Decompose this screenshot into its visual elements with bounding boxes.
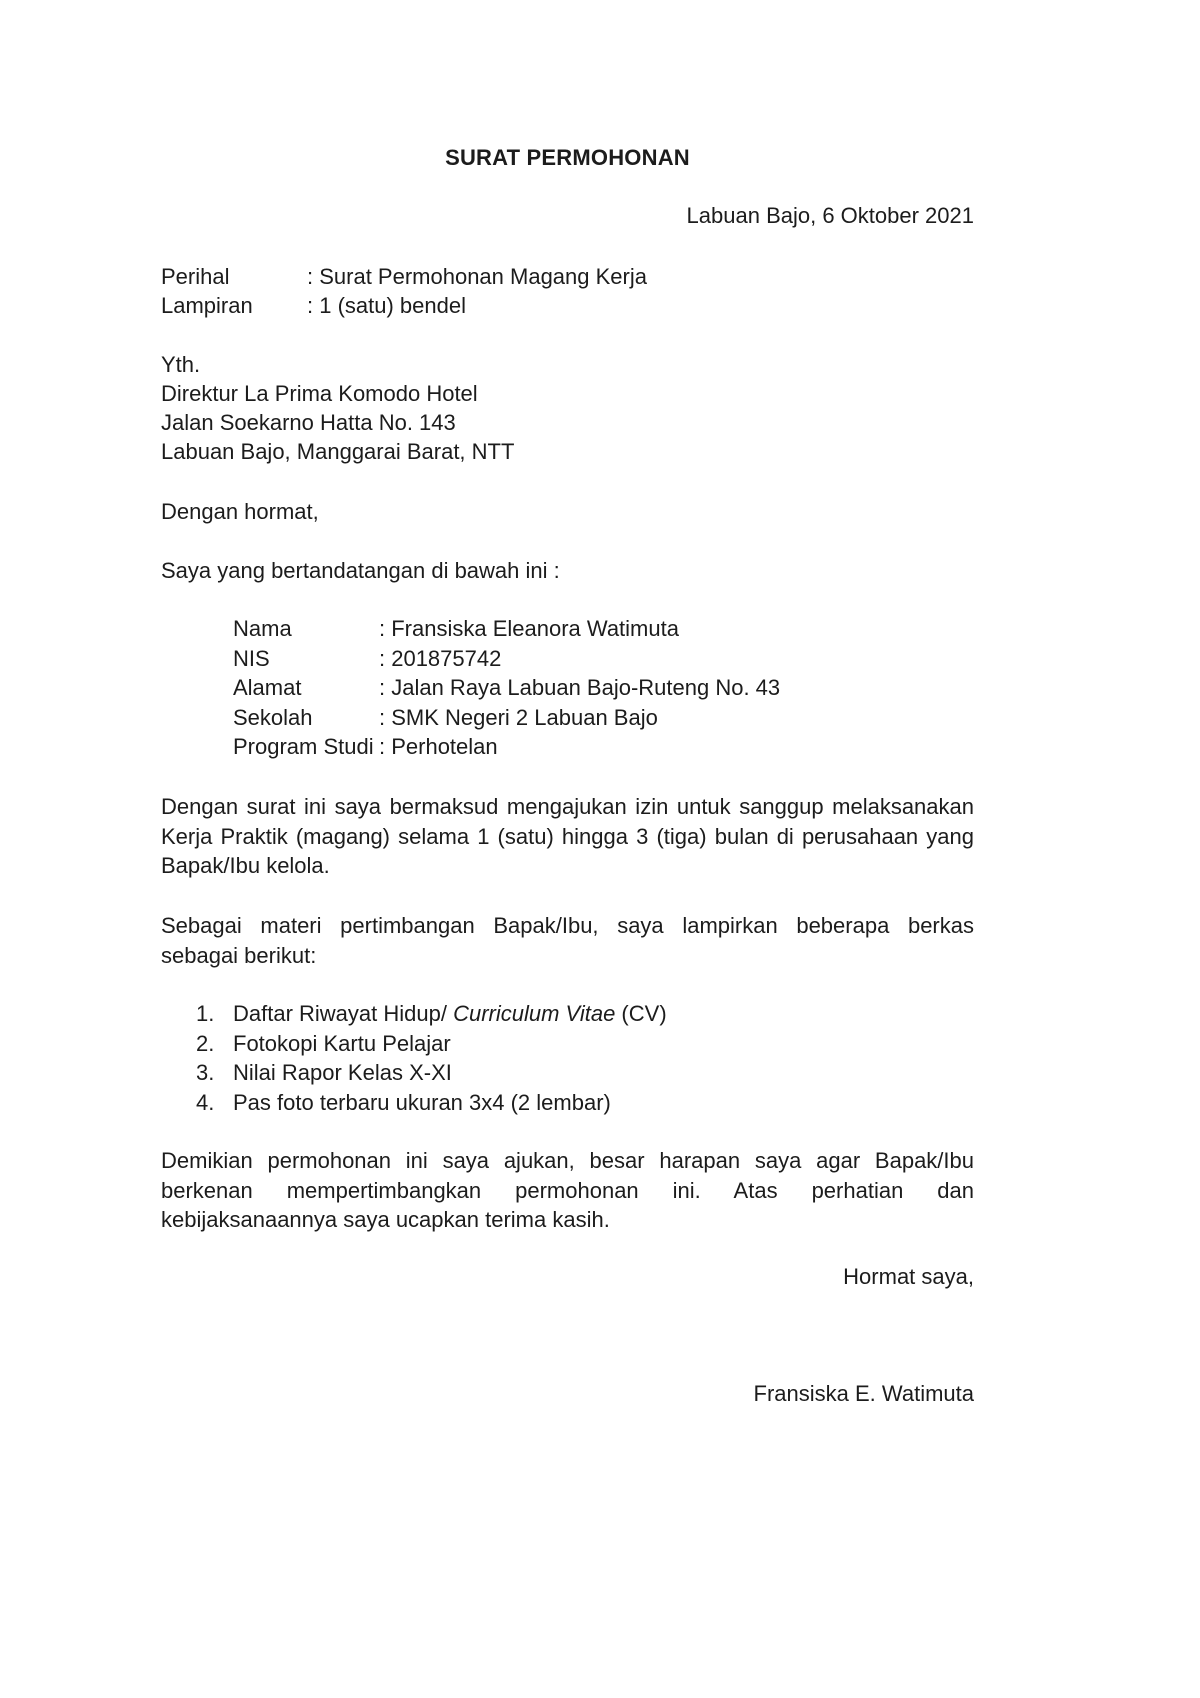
meta-row-perihal: [161, 263, 974, 292]
salutation: Dengan hormat,: [161, 499, 319, 524]
recipient-line: Yth.: [161, 352, 201, 377]
identity-row-sekolah: [233, 704, 974, 734]
list-text-part: Nilai Rapor Kelas X-XI: [233, 1060, 452, 1085]
paragraph-line: Bapak/Ibu kelola.: [161, 853, 330, 878]
identity-label: Sekolah: [233, 704, 313, 730]
paragraph-line: berkenan mempertimbangkan permohonan ini. Atas perhatian dan: [161, 1177, 974, 1203]
identity-row-alamat: [233, 674, 974, 704]
list-item: [196, 1089, 974, 1119]
applicant-identity: [233, 615, 974, 763]
paragraph-line: Dengan surat ini saya bermaksud mengajukan izin untuk sanggup melaksanakan: [161, 794, 974, 819]
identity-row-nama: [233, 615, 974, 645]
identity-row-program-studi: [233, 733, 974, 763]
letter-title: SURAT PERMOHONAN: [445, 145, 690, 170]
identity-value: : Perhotelan: [379, 734, 498, 759]
list-text-part: (CV): [615, 1001, 667, 1026]
list-text: [233, 1089, 611, 1119]
letter-meta: [161, 263, 974, 321]
list-text-italic: Curriculum Vitae: [453, 1001, 616, 1026]
identity-value: : 201875742: [379, 645, 502, 671]
intro-sentence: Saya yang bertandatangan di bawah ini :: [161, 558, 560, 583]
paragraph-line: Demikian permohonan ini saya ajukan, besar harapan saya agar Bapak/Ibu: [161, 1148, 974, 1173]
list-item: [196, 1059, 974, 1089]
identity-value: : SMK Negeri 2 Labuan Bajo: [379, 704, 658, 730]
list-text: [233, 1059, 452, 1089]
list-item: [196, 1030, 974, 1060]
identity-value: : Fransiska Eleanora Watimuta: [379, 616, 679, 641]
identity-value: : Jalan Raya Labuan Bajo-Ruteng No. 43: [379, 675, 781, 700]
list-text-part: Daftar Riwayat Hidup/: [233, 1001, 454, 1026]
attachment-list: [196, 1000, 974, 1118]
letter-date: Labuan Bajo, 6 Oktober 2021: [686, 203, 974, 228]
list-number: 3.: [196, 1060, 215, 1085]
list-text: [233, 1000, 667, 1030]
recipient-address: [161, 351, 974, 467]
recipient-line: Labuan Bajo, Manggarai Barat, NTT: [161, 439, 515, 464]
identity-label: NIS: [233, 645, 270, 671]
body-paragraph-purpose: [161, 793, 974, 882]
identity-label: Program Studi: [233, 734, 374, 759]
identity-row-nis: [233, 645, 974, 675]
list-number: 1.: [196, 1001, 215, 1026]
paragraph-line: kebijaksanaannya saya ucapkan terima kasih.: [161, 1207, 610, 1232]
signature-name: Fransiska E. Watimuta: [753, 1381, 974, 1406]
recipient-line: Jalan Soekarno Hatta No. 143: [161, 410, 456, 435]
meta-row-lampiran: [161, 292, 974, 321]
regards-line: Hormat saya,: [843, 1264, 974, 1289]
paragraph-line: Kerja Praktik (magang) selama 1 (satu) hingga 3 (tiga) bulan di perusahaan yang: [161, 823, 974, 849]
meta-label: Lampiran: [161, 293, 253, 318]
meta-value: : Surat Permohonan Magang Kerja: [307, 264, 647, 289]
meta-value: : 1 (satu) bendel: [307, 293, 466, 318]
list-item: [196, 1000, 974, 1030]
meta-label: Perihal: [161, 264, 230, 289]
body-paragraph-attachments-intro: [161, 912, 974, 971]
letter-page: [161, 0, 974, 1698]
closing-paragraph: [161, 1147, 974, 1236]
paragraph-line: Sebagai materi pertimbangan Bapak/Ibu, saya lampirkan beberapa berkas: [161, 913, 974, 938]
list-number: 2.: [196, 1030, 215, 1056]
list-number: 4.: [196, 1089, 215, 1115]
list-text-part: Pas foto terbaru ukuran 3x4 (2 lembar): [233, 1089, 611, 1115]
identity-label: Nama: [233, 616, 292, 641]
list-text-part: Fotokopi Kartu Pelajar: [233, 1030, 451, 1056]
list-text: [233, 1030, 451, 1060]
recipient-line: Direktur La Prima Komodo Hotel: [161, 381, 478, 406]
identity-label: Alamat: [233, 675, 302, 700]
paragraph-line: sebagai berikut:: [161, 942, 317, 968]
